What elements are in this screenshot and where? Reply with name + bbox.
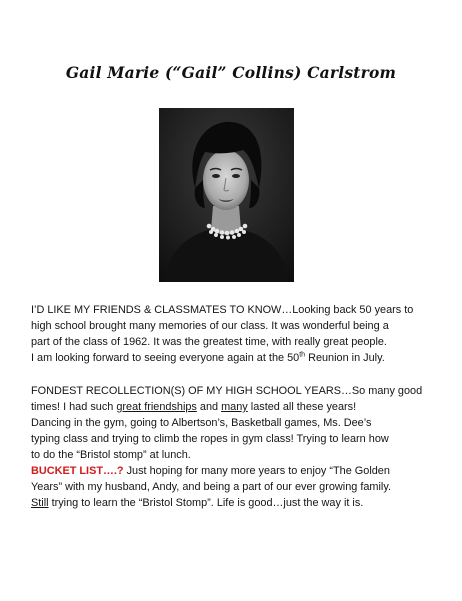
text-line: Dancing in the gym, going to Albertson’s, Basketball games, Ms. Dee’s <box>31 417 372 429</box>
text-line <box>31 350 441 366</box>
text-segment: times! I had such <box>31 401 117 413</box>
text-line <box>31 399 441 415</box>
text-line <box>31 463 441 479</box>
text-segment: I am looking forward to seeing everyone again at the 50 <box>31 352 300 364</box>
text-line: part of the class of 1962. It was the greatest time, with really great people. <box>31 336 387 348</box>
underlined-text: great friendships <box>116 401 197 413</box>
text-line: Years” with my husband, Andy, and being a part of our ever growing family. <box>31 481 391 493</box>
bucket-list-label: BUCKET LIST….? <box>31 465 124 477</box>
text-line: to do the “Bristol stomp” at lunch. <box>31 449 191 461</box>
paragraph-fondest-recollections <box>31 383 441 463</box>
underlined-text: many <box>221 401 248 413</box>
paragraph-friends-classmates <box>31 302 441 366</box>
paragraph-bucket-list <box>31 463 441 511</box>
text-line: typing class and trying to climb the ropes in gym class! Trying to learn how <box>31 433 389 445</box>
text-segment: trying to learn the “Bristol Stomp”. Life is good…just the way it is. <box>48 497 364 509</box>
portrait-photo <box>159 108 294 282</box>
portrait-photo-icon <box>159 108 294 282</box>
text-segment: and <box>196 401 222 413</box>
text-segment: Reunion in July. <box>305 352 385 364</box>
page-title: Gail Marie (“Gail” Collins) Carlstrom <box>65 63 397 82</box>
underlined-text: Still <box>31 497 49 509</box>
superscript-th: th <box>299 351 306 359</box>
text-line: high school brought many memories of our class. It was wonderful being a <box>31 320 389 332</box>
text-line <box>31 495 441 511</box>
text-segment: Just hoping for many more years to enjoy “The Golden <box>123 465 390 477</box>
text-segment: lasted all these years! <box>247 401 357 413</box>
text-line: I’D LIKE MY FRIENDS & CLASSMATES TO KNOW…Looking back 50 years to <box>31 304 414 316</box>
text-line: FONDEST RECOLLECTION(S) OF MY HIGH SCHOOL YEARS…So many good <box>31 385 423 397</box>
